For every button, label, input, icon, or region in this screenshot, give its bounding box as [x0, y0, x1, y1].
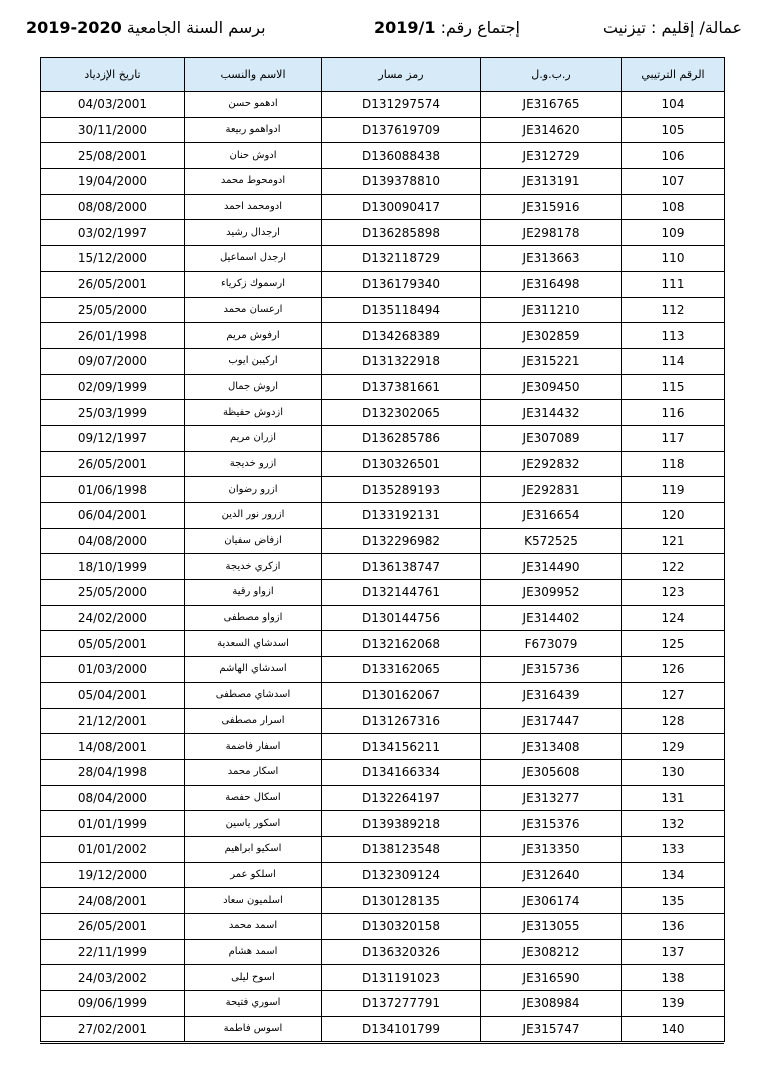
cell-massar: D136285786 — [322, 425, 481, 451]
table-row — [41, 451, 725, 477]
cell-name: اسكار محمد — [185, 759, 322, 785]
cell-cin: JE307089 — [481, 425, 622, 451]
cell-name: ارفوش مريم — [185, 323, 322, 349]
cell-birthdate: 24/08/2001 — [41, 888, 185, 914]
cell-birthdate: 28/04/1998 — [41, 759, 185, 785]
table-row — [41, 143, 725, 169]
cell-cin: JE313055 — [481, 914, 622, 940]
cell-name: ارعسان محمد — [185, 297, 322, 323]
cell-cin: JE315747 — [481, 1016, 622, 1042]
cell-cin: JE316765 — [481, 92, 622, 118]
cell-name: ادواهمو ربيعة — [185, 117, 322, 143]
table-row — [41, 991, 725, 1017]
cell-massar: D137381661 — [322, 374, 481, 400]
table-row — [41, 785, 725, 811]
cell-number: 131 — [622, 785, 725, 811]
cell-number: 127 — [622, 682, 725, 708]
cell-name: ادومحوط محمد — [185, 169, 322, 195]
cell-number: 113 — [622, 323, 725, 349]
table-row — [41, 503, 725, 529]
cell-number: 122 — [622, 554, 725, 580]
cell-number: 109 — [622, 220, 725, 246]
cell-massar: D130162067 — [322, 682, 481, 708]
cell-massar: D134101799 — [322, 1016, 481, 1042]
cell-massar: D131191023 — [322, 965, 481, 991]
cell-number: 112 — [622, 297, 725, 323]
cell-massar: D130128135 — [322, 888, 481, 914]
cell-birthdate: 01/06/1998 — [41, 477, 185, 503]
cell-cin: JE306174 — [481, 888, 622, 914]
cell-birthdate: 22/11/1999 — [41, 939, 185, 965]
cell-birthdate: 18/10/1999 — [41, 554, 185, 580]
cell-birthdate: 06/04/2001 — [41, 503, 185, 529]
cell-cin: JE302859 — [481, 323, 622, 349]
cell-birthdate: 21/12/2001 — [41, 708, 185, 734]
cell-number: 120 — [622, 503, 725, 529]
cell-cin: JE313277 — [481, 785, 622, 811]
cell-birthdate: 09/12/1997 — [41, 425, 185, 451]
cell-birthdate: 19/04/2000 — [41, 169, 185, 195]
cell-cin: JE314402 — [481, 605, 622, 631]
cell-number: 128 — [622, 708, 725, 734]
cell-cin: JE315736 — [481, 657, 622, 683]
cell-massar: D131322918 — [322, 348, 481, 374]
cell-massar: D133162065 — [322, 657, 481, 683]
table-row — [41, 708, 725, 734]
cell-name: اسلكو عمر — [185, 862, 322, 888]
cell-cin: JE309450 — [481, 374, 622, 400]
cell-name: ازكري خديجة — [185, 554, 322, 580]
cell-number: 107 — [622, 169, 725, 195]
cell-cin: JE311210 — [481, 297, 622, 323]
table-row — [41, 323, 725, 349]
cell-number: 118 — [622, 451, 725, 477]
cell-number: 124 — [622, 605, 725, 631]
table-row — [41, 194, 725, 220]
cell-massar: D130144756 — [322, 605, 481, 631]
cell-cin: JE314490 — [481, 554, 622, 580]
table-row — [41, 348, 725, 374]
cell-birthdate: 14/08/2001 — [41, 734, 185, 760]
cell-massar: D134156211 — [322, 734, 481, 760]
cell-cin: JE312640 — [481, 862, 622, 888]
table-row — [41, 682, 725, 708]
cell-name: اسكور ياسين — [185, 811, 322, 837]
cell-cin: JE315221 — [481, 348, 622, 374]
column-header-massar: رمز مسار — [322, 58, 481, 92]
cell-massar: D133192131 — [322, 503, 481, 529]
cell-number: 140 — [622, 1016, 725, 1042]
cell-massar: D137277791 — [322, 991, 481, 1017]
cell-cin: JE308984 — [481, 991, 622, 1017]
table-row — [41, 477, 725, 503]
cell-birthdate: 26/01/1998 — [41, 323, 185, 349]
table-row — [41, 554, 725, 580]
cell-massar: D134268389 — [322, 323, 481, 349]
cell-birthdate: 30/11/2000 — [41, 117, 185, 143]
cell-cin: JE316654 — [481, 503, 622, 529]
cell-number: 116 — [622, 400, 725, 426]
cell-massar: D132296982 — [322, 528, 481, 554]
cell-massar: D130326501 — [322, 451, 481, 477]
academic-year — [26, 18, 266, 37]
cell-birthdate: 25/05/2000 — [41, 580, 185, 606]
cell-birthdate: 08/04/2000 — [41, 785, 185, 811]
cell-massar: D139378810 — [322, 169, 481, 195]
cell-name: ازرور نور الدين — [185, 503, 322, 529]
table-row — [41, 374, 725, 400]
cell-name: ادوش حنان — [185, 143, 322, 169]
table-row — [41, 528, 725, 554]
cell-massar: D139389218 — [322, 811, 481, 837]
cell-number: 121 — [622, 528, 725, 554]
cell-birthdate: 26/05/2001 — [41, 271, 185, 297]
cell-massar: D130090417 — [322, 194, 481, 220]
cell-name: ازواو مصطفى — [185, 605, 322, 631]
cell-birthdate: 25/03/1999 — [41, 400, 185, 426]
cell-name: ازفاض سفيان — [185, 528, 322, 554]
cell-name: اسلميون سعاد — [185, 888, 322, 914]
cell-name: اسكيو ابراهيم — [185, 836, 322, 862]
cell-name: ازواو رقية — [185, 580, 322, 606]
cell-birthdate: 25/08/2001 — [41, 143, 185, 169]
cell-name: ازران مريم — [185, 425, 322, 451]
table-row — [41, 939, 725, 965]
cell-birthdate: 09/06/1999 — [41, 991, 185, 1017]
cell-number: 125 — [622, 631, 725, 657]
cell-massar: D138123548 — [322, 836, 481, 862]
cell-massar: D130320158 — [322, 914, 481, 940]
cell-cin: JE313350 — [481, 836, 622, 862]
table-row — [41, 220, 725, 246]
cell-massar: D132162068 — [322, 631, 481, 657]
cell-cin: JE313663 — [481, 246, 622, 272]
table-row — [41, 117, 725, 143]
cell-cin: JE313408 — [481, 734, 622, 760]
meeting-info — [374, 18, 520, 37]
cell-massar: D132264197 — [322, 785, 481, 811]
cell-name: اسوح ليلى — [185, 965, 322, 991]
cell-name: اسمد محمد — [185, 914, 322, 940]
cell-massar: D136285898 — [322, 220, 481, 246]
cell-number: 104 — [622, 92, 725, 118]
cell-birthdate: 03/02/1997 — [41, 220, 185, 246]
table-row — [41, 605, 725, 631]
cell-number: 110 — [622, 246, 725, 272]
cell-massar: D135289193 — [322, 477, 481, 503]
cell-birthdate: 27/02/2001 — [41, 1016, 185, 1042]
table-row — [41, 246, 725, 272]
table-row — [41, 631, 725, 657]
cell-name: ادهمو حسن — [185, 92, 322, 118]
table-row — [41, 965, 725, 991]
cell-cin: JE312729 — [481, 143, 622, 169]
cell-cin: JE316439 — [481, 682, 622, 708]
table-row — [41, 914, 725, 940]
cell-name: ادومحمد احمد — [185, 194, 322, 220]
table-row — [41, 657, 725, 683]
table-row — [41, 888, 725, 914]
students-table — [40, 57, 725, 1042]
cell-massar: D136138747 — [322, 554, 481, 580]
cell-number: 126 — [622, 657, 725, 683]
cell-name: ارسموك زكرياء — [185, 271, 322, 297]
cell-number: 133 — [622, 836, 725, 862]
cell-number: 115 — [622, 374, 725, 400]
cell-name: اسفار فاضمة — [185, 734, 322, 760]
table-row — [41, 400, 725, 426]
cell-birthdate: 24/03/2002 — [41, 965, 185, 991]
table-row — [41, 425, 725, 451]
cell-number: 108 — [622, 194, 725, 220]
cell-name: ازرو خديجة — [185, 451, 322, 477]
cell-birthdate: 02/09/1999 — [41, 374, 185, 400]
cell-birthdate: 04/08/2000 — [41, 528, 185, 554]
cell-birthdate: 26/05/2001 — [41, 451, 185, 477]
cell-name: اسكال حفصة — [185, 785, 322, 811]
cell-birthdate: 01/01/1999 — [41, 811, 185, 837]
cell-number: 106 — [622, 143, 725, 169]
cell-cin: JE292832 — [481, 451, 622, 477]
column-header-cin: ر.ب.و.ل — [481, 58, 622, 92]
cell-name: ازدوش حفيظة — [185, 400, 322, 426]
cell-massar: D132118729 — [322, 246, 481, 272]
cell-number: 119 — [622, 477, 725, 503]
cell-massar: D136320326 — [322, 939, 481, 965]
cell-cin: JE315916 — [481, 194, 622, 220]
cell-birthdate: 05/05/2001 — [41, 631, 185, 657]
table-row — [41, 1016, 725, 1042]
year-value: 2020-2019 — [26, 18, 122, 37]
cell-name: اسدشاي مصطفى — [185, 682, 322, 708]
cell-massar: D134166334 — [322, 759, 481, 785]
column-header-name: الاسم والنسب — [185, 58, 322, 92]
cell-number: 132 — [622, 811, 725, 837]
cell-birthdate: 25/05/2000 — [41, 297, 185, 323]
cell-number: 111 — [622, 271, 725, 297]
cell-cin: JE316498 — [481, 271, 622, 297]
table-row — [41, 580, 725, 606]
cell-name: اسمد هشام — [185, 939, 322, 965]
cell-number: 139 — [622, 991, 725, 1017]
cell-name: اركيبن ايوب — [185, 348, 322, 374]
cell-number: 114 — [622, 348, 725, 374]
cell-number: 117 — [622, 425, 725, 451]
cell-name: ازرو رضوان — [185, 477, 322, 503]
cell-cin: JE305608 — [481, 759, 622, 785]
cell-birthdate: 04/03/2001 — [41, 92, 185, 118]
cell-birthdate: 26/05/2001 — [41, 914, 185, 940]
region-label: عمالة/ إقليم : تيزنيت — [602, 18, 742, 37]
cell-name: ارجدال رشيد — [185, 220, 322, 246]
cell-number: 123 — [622, 580, 725, 606]
cell-birthdate: 01/03/2000 — [41, 657, 185, 683]
table-row — [41, 92, 725, 118]
cell-name: اسدشاي السعدية — [185, 631, 322, 657]
table-body — [41, 92, 725, 1042]
cell-cin: JE317447 — [481, 708, 622, 734]
cell-number: 134 — [622, 862, 725, 888]
cell-cin: JE316590 — [481, 965, 622, 991]
cell-cin: JE309952 — [481, 580, 622, 606]
cell-birthdate: 05/04/2001 — [41, 682, 185, 708]
bottom-divider — [40, 1043, 724, 1044]
cell-cin: JE292831 — [481, 477, 622, 503]
cell-massar: D131297574 — [322, 92, 481, 118]
cell-cin: K572525 — [481, 528, 622, 554]
cell-birthdate: 08/08/2000 — [41, 194, 185, 220]
cell-number: 136 — [622, 914, 725, 940]
cell-massar: D136179340 — [322, 271, 481, 297]
cell-name: اسدشاي الهاشم — [185, 657, 322, 683]
cell-massar: D137619709 — [322, 117, 481, 143]
table-row — [41, 836, 725, 862]
cell-massar: D136088438 — [322, 143, 481, 169]
cell-cin: JE314432 — [481, 400, 622, 426]
cell-birthdate: 15/12/2000 — [41, 246, 185, 272]
table-header-row — [41, 58, 725, 92]
cell-name: اسرار مصطفى — [185, 708, 322, 734]
cell-number: 137 — [622, 939, 725, 965]
cell-cin: JE298178 — [481, 220, 622, 246]
table-row — [41, 811, 725, 837]
cell-cin: JE308212 — [481, 939, 622, 965]
year-label: برسم السنة الجامعية — [126, 18, 266, 37]
cell-name: اسوري فتيحة — [185, 991, 322, 1017]
table-row — [41, 297, 725, 323]
cell-number: 105 — [622, 117, 725, 143]
table-row — [41, 734, 725, 760]
cell-massar: D132309124 — [322, 862, 481, 888]
cell-cin: JE315376 — [481, 811, 622, 837]
cell-cin: JE313191 — [481, 169, 622, 195]
cell-birthdate: 19/12/2000 — [41, 862, 185, 888]
document-header — [26, 18, 742, 48]
cell-name: اسوس فاطمة — [185, 1016, 322, 1042]
table-row — [41, 862, 725, 888]
cell-cin: JE314620 — [481, 117, 622, 143]
cell-massar: D132302065 — [322, 400, 481, 426]
table-row — [41, 271, 725, 297]
meeting-label: إجتماع رقم: — [440, 18, 520, 37]
column-header-birthdate: تاريخ الإزدياد — [41, 58, 185, 92]
cell-birthdate: 01/01/2002 — [41, 836, 185, 862]
cell-massar: D135118494 — [322, 297, 481, 323]
cell-number: 130 — [622, 759, 725, 785]
cell-massar: D131267316 — [322, 708, 481, 734]
cell-number: 129 — [622, 734, 725, 760]
column-header-number: الرقم الترتيبي — [622, 58, 725, 92]
cell-name: ارجدل اسماعيل — [185, 246, 322, 272]
cell-birthdate: 09/07/2000 — [41, 348, 185, 374]
cell-massar: D132144761 — [322, 580, 481, 606]
cell-name: اروش جمال — [185, 374, 322, 400]
cell-number: 135 — [622, 888, 725, 914]
table-row — [41, 169, 725, 195]
cell-birthdate: 24/02/2000 — [41, 605, 185, 631]
table-row — [41, 759, 725, 785]
cell-cin: F673079 — [481, 631, 622, 657]
cell-number: 138 — [622, 965, 725, 991]
meeting-number: 2019/1 — [374, 18, 436, 37]
